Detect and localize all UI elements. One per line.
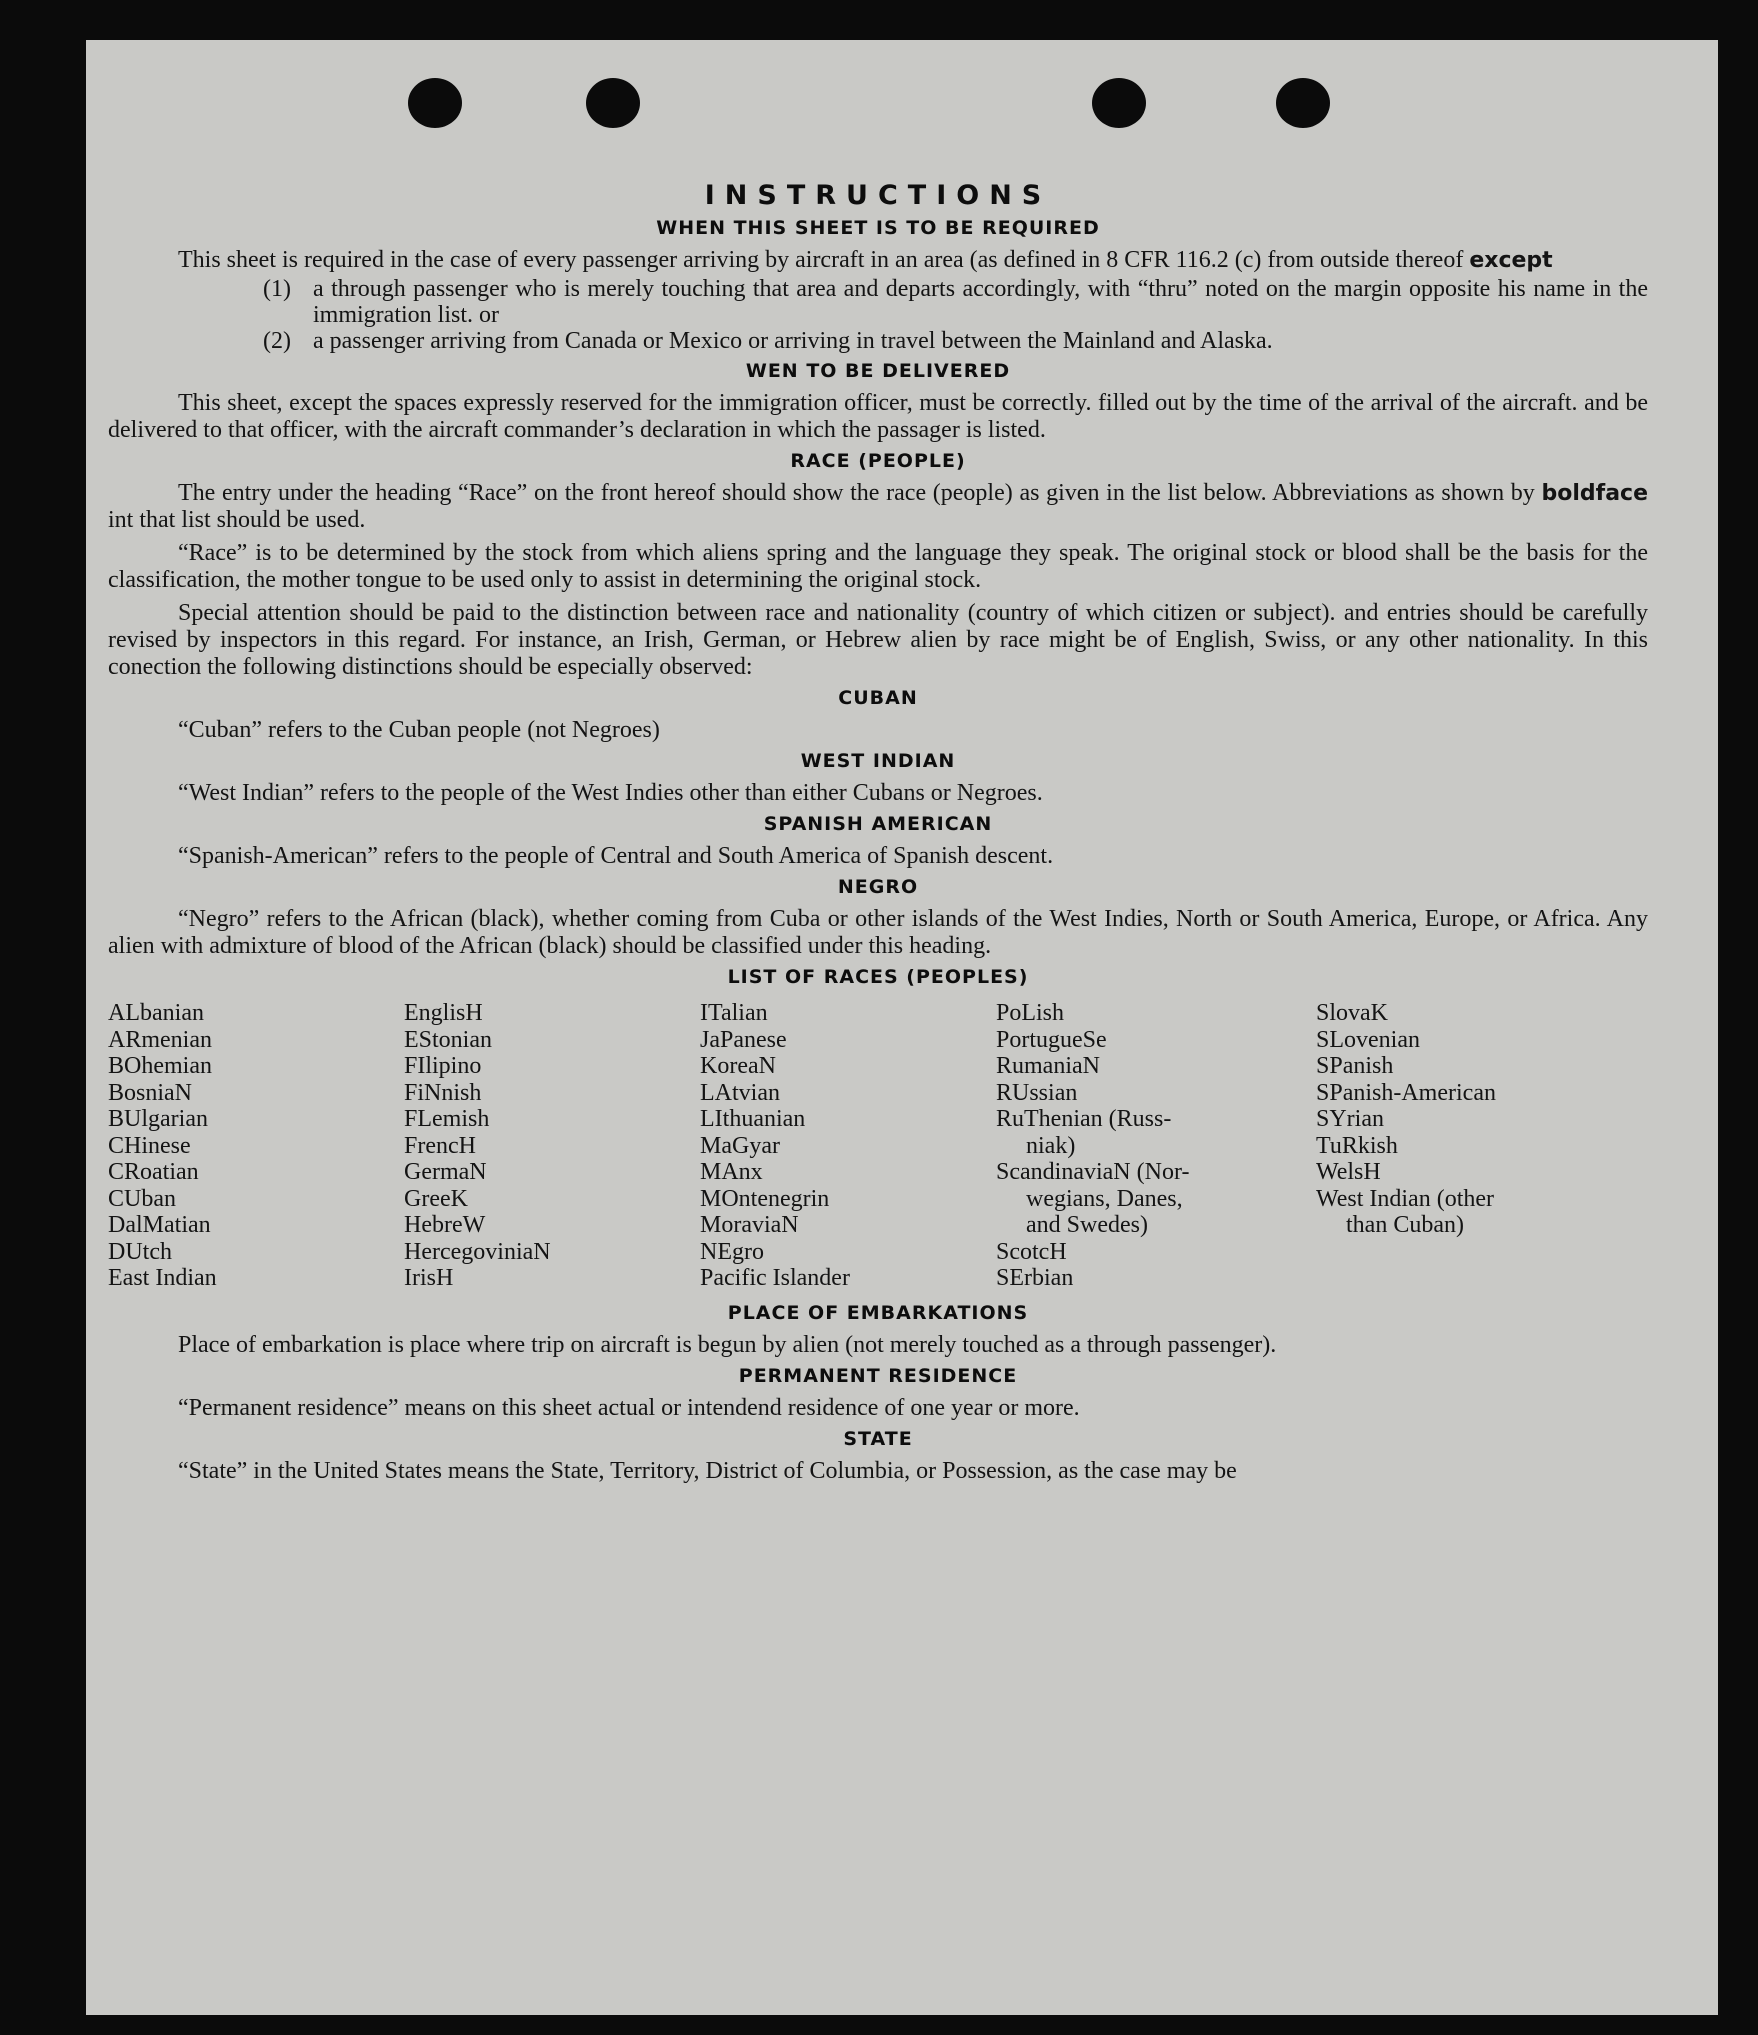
spanish-american-text: “Spanish-American” refers to the people of Central and South America of Spanish descent. [178, 843, 1054, 869]
race-entry: RuThenian (Russ- [996, 1106, 1172, 1132]
race-entry: CUban [108, 1185, 176, 1212]
race-entry: GermaN [404, 1159, 487, 1185]
west-indian-text: “West Indian” refers to the people of the West Indies other than either Cubans or Negroes. [178, 780, 1043, 806]
exception-item-1: (1) a through passenger who is merely touching that area and departs accordingly, with “thru” noted on the margin opposite his name in the immigration list. or [263, 276, 1648, 328]
race-entry: EnglisH [404, 1000, 483, 1026]
race-entry: SPanish [1316, 1053, 1394, 1079]
exception-item-2: (2) a passenger arriving from Canada or Mexico or arriving in travel between the Mainland and Alaska. [263, 328, 1273, 354]
race-entry: CRoatian [108, 1159, 199, 1185]
race-entry: JaPanese [700, 1026, 787, 1053]
race-entry: LIthuanian [700, 1106, 806, 1132]
race-entry: BUlgarian [108, 1106, 208, 1132]
race-entry: MoraviaN [700, 1212, 799, 1238]
race-entry: West Indian (other [1316, 1185, 1495, 1212]
race-entry: PoLish [996, 1000, 1065, 1026]
permanent-residence-text: “Permanent residence” means on this sheet actual or intendend residence of one year or more. [178, 1394, 1080, 1421]
race-entry-continuation: than Cuban) [1346, 1212, 1464, 1238]
race-paragraph-1: The entry under the heading “Race” on the front hereof should show the race (people) as given in the list below. Abbreviations as shown by boldface int that list should be used. [108, 480, 1648, 533]
section-heading-race: RACE (PEOPLE) [790, 450, 966, 472]
cuban-text: “Cuban” refers to the Cuban people (not Negroes) [178, 717, 660, 743]
race-entry: EStonian [404, 1026, 492, 1053]
section-heading-when-required: WHEN THIS SHEET IS TO BE REQUIRED [656, 217, 1100, 239]
race-entry: ScandinaviaN (Nor- [996, 1159, 1190, 1185]
except-emphasis: except [1469, 248, 1553, 273]
race-entry: ScotcH [996, 1238, 1067, 1265]
race-list [108, 1000, 1648, 1292]
section-heading-embarkation: PLACE OF EMBARKATIONS [727, 1301, 1029, 1324]
race-entry: BosniaN [108, 1079, 192, 1106]
race-entry-continuation: niak) [1026, 1132, 1076, 1159]
race-entry: SlovaK [1316, 1000, 1388, 1026]
race-entry: KoreaN [700, 1053, 776, 1079]
punch-hole [1092, 78, 1146, 128]
race-entry: SPanish-American [1316, 1079, 1496, 1106]
race-entry: DalMatian [108, 1212, 211, 1238]
section-heading-spanish-american: SPANISH AMERICAN [763, 813, 993, 835]
race-entry: RUssian [996, 1079, 1078, 1106]
race-entry: MaGyar [700, 1132, 780, 1159]
page-title: INSTRUCTIONS [704, 180, 1052, 211]
race-paragraph-2: “Race” is to be determined by the stock from which aliens spring and the language they speak. The original stock or blood shall be the basis for the classification, the mother tongue to be used only to assist in determining the original stock. [108, 540, 1648, 593]
when-delivered-text: This sheet, except the spaces expressly reserved for the immigration officer, must be correctly. filled out by the time of the arrival of the aircraft. and be delivered to that officer, with the aircraft commander’s declaration in which the passager is listed. [108, 390, 1648, 443]
when-required-intro: This sheet is required in the case of every passenger arriving by aircraft in an area (as defined in 8 CFR 116.2 (c) from outside thereof except [178, 247, 1553, 273]
race-entry: MAnx [700, 1159, 763, 1185]
race-column [404, 1000, 700, 1292]
race-entry: HercegoviniaN [404, 1238, 551, 1265]
race-entry: DUtch [108, 1238, 172, 1265]
race-entry: HebreW [404, 1212, 486, 1238]
race-column [700, 1000, 996, 1292]
race-entry: ALbanian [108, 1000, 204, 1026]
race-entry: SLovenian [1316, 1026, 1420, 1053]
state-text: “State” in the United States means the State, Territory, District of Columbia, or Possession, as the case may be [178, 1457, 1237, 1484]
race-entry: CHinese [108, 1132, 191, 1159]
race-entry: RumaniaN [996, 1053, 1100, 1079]
race-column [108, 1000, 404, 1292]
section-heading-west-indian: WEST INDIAN [800, 750, 956, 772]
punch-hole [408, 78, 462, 128]
race-paragraph-3: Special attention should be paid to the distinction between race and nationality (country of which citizen or subject). and entries should be carefully revised by inspectors in this regard. For instance, an Irish, German, or Hebrew alien by race might be of English, Swiss, or any other nationality. In this conection the following distinctions should be especially observed: [108, 600, 1648, 680]
negro-text: “Negro” refers to the African (black), whether coming from Cuba or other islands of the West Indies, North or South America, Europe, or Africa. Any alien with admixture of blood of the African (black) should be classified under this heading. [108, 906, 1648, 959]
race-entry: FrencH [404, 1132, 476, 1159]
section-heading-negro: NEGRO [837, 876, 919, 898]
race-column [1316, 1000, 1606, 1292]
section-heading-when-delivered: WEN TO BE DELIVERED [745, 360, 1011, 382]
race-entry: East Indian [108, 1265, 217, 1291]
race-entry: FIlipino [404, 1053, 482, 1079]
section-heading-state: STATE [843, 1427, 913, 1450]
race-entry: GreeK [404, 1185, 468, 1212]
race-column [996, 1000, 1316, 1292]
race-entry: MOntenegrin [700, 1185, 830, 1212]
race-entry: ITalian [700, 1000, 768, 1026]
race-entry: PortugueSe [996, 1026, 1107, 1053]
race-entry: SYrian [1316, 1106, 1384, 1132]
punch-hole [586, 78, 640, 128]
race-entry: NEgro [700, 1238, 764, 1265]
race-entry: LAtvian [700, 1079, 780, 1106]
race-entry: SErbian [996, 1265, 1074, 1291]
race-entry: FLemish [404, 1106, 490, 1132]
instructions-content [108, 180, 1648, 1491]
section-heading-list-of-races: LIST OF RACES (PEOPLES) [727, 966, 1029, 988]
race-entry-continuation: and Swedes) [1026, 1212, 1148, 1238]
race-entry: ARmenian [108, 1026, 212, 1053]
race-entry: TuRkish [1316, 1132, 1398, 1159]
race-entry: FiNnish [404, 1079, 482, 1106]
race-entry-continuation: wegians, Danes, [1026, 1185, 1183, 1212]
document-page [86, 40, 1718, 2015]
race-entry: Pacific Islander [700, 1265, 850, 1291]
race-entry: BOhemian [108, 1053, 212, 1079]
boldface-emphasis: boldface [1541, 481, 1648, 506]
race-entry: WelsH [1316, 1159, 1381, 1185]
punch-hole [1276, 78, 1330, 128]
section-heading-cuban: CUBAN [838, 687, 918, 709]
section-heading-permanent-residence: PERMANENT RESIDENCE [738, 1364, 1018, 1387]
embarkation-text: Place of embarkation is place where trip on aircraft is begun by alien (not merely touched as a through passenger). [178, 1331, 1277, 1358]
race-entry: IrisH [404, 1265, 454, 1291]
